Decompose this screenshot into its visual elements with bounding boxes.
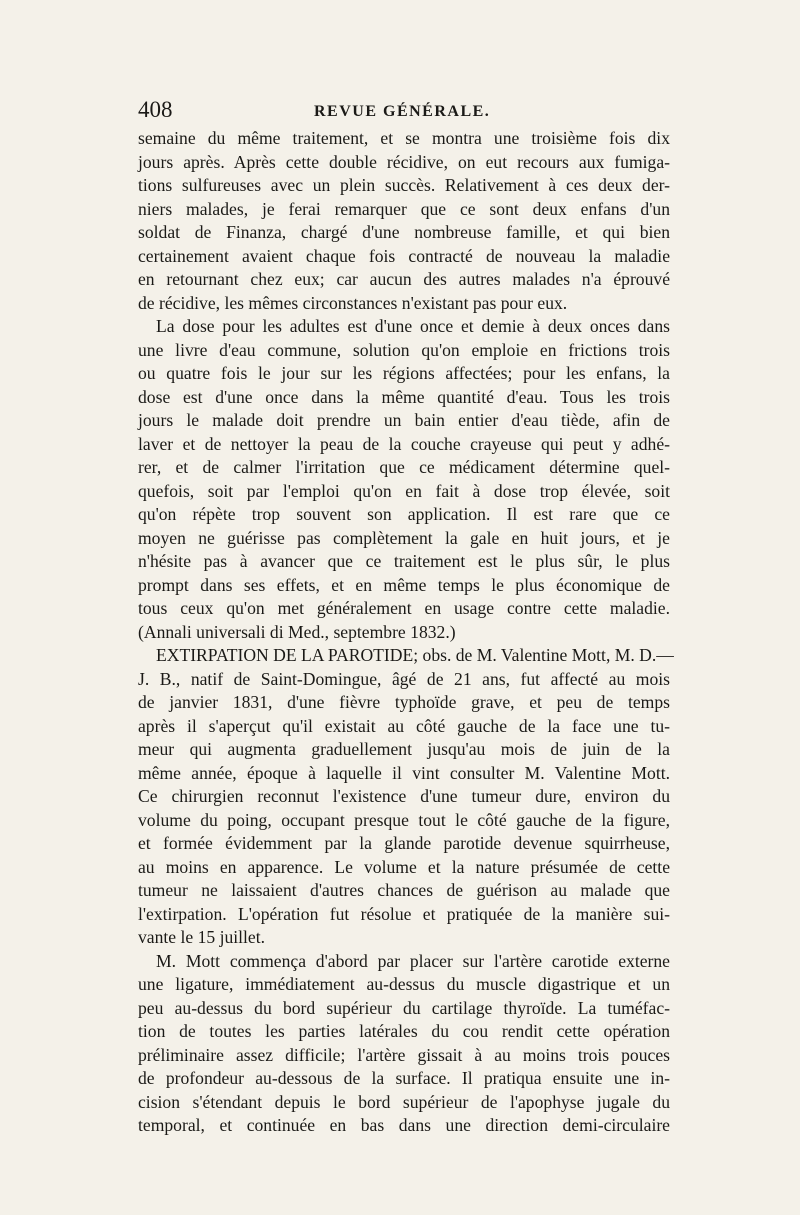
- text-line: meur qui augmenta graduellement jusqu'au mois de juin de la: [138, 739, 670, 759]
- text-line: quefois, soit par l'emploi qu'on en fait à dose trop élevée, soit: [138, 480, 670, 501]
- text-line: une ligature, immédiatement au-dessus du muscle digastrique et un: [138, 974, 670, 994]
- text-line: prompt dans ses effets, et en même temps le plus économique de: [138, 574, 670, 595]
- text-line: dose est d'une once dans la même quantité d'eau. Tous les trois: [138, 386, 670, 407]
- page-header: [138, 96, 672, 126]
- text-line: l'extirpation. L'opération fut résolue et pratiquée de la manière sui-: [138, 903, 670, 924]
- text-line: et formée évidemment par la glande parotide devenue squirrheuse,: [138, 833, 670, 853]
- text-line: M. Mott commença d'abord par placer sur l'artère carotide externe: [156, 950, 670, 971]
- text-line: rer, et de calmer l'irritation que ce médicament détermine quel-: [138, 457, 670, 477]
- body-text: [138, 127, 674, 1138]
- running-head: REVUE GÉNÉRALE.: [314, 103, 491, 120]
- text-line: EXTIRPATION DE LA PAROTIDE; obs. de M. Valentine Mott, M. D.—: [156, 645, 674, 665]
- text-line: Ce chirurgien reconnut l'existence d'une tumeur dure, environ du: [138, 786, 670, 806]
- text-line: tions sulfureuses avec un plein succès. Relativement à ces deux der-: [138, 175, 670, 195]
- text-line: tumeur ne laissaient d'autres chances de guérison au malade que: [138, 880, 670, 900]
- text-line: cision s'étendant depuis le bord supérieur de l'apophyse jugale du: [138, 1091, 670, 1112]
- text-line: de récidive, les mêmes circonstances n'existant pas pour eux.: [138, 292, 568, 313]
- text-line: préliminaire assez difficile; l'artère gissait à au moins trois pouces: [138, 1044, 670, 1065]
- text-line: La dose pour les adultes est d'une once et demie à deux onces dans: [156, 316, 670, 336]
- text-line: une livre d'eau commune, solution qu'on emploie en frictions trois: [138, 339, 670, 360]
- text-line: même année, époque à laquelle il vint consulter M. Valentine Mott.: [138, 762, 670, 783]
- text-line: après il s'aperçut qu'il existait au côté gauche de la face une tu-: [138, 715, 670, 736]
- text-line: tous ceux qu'on met généralement en usage contre cette maladie.: [138, 598, 670, 618]
- text-line: n'hésite pas à avancer que ce traitement est le plus sûr, le plus: [138, 551, 670, 571]
- text-line: en retournant chez eux; car aucun des autres malades n'a éprouvé: [138, 269, 670, 289]
- text-line: tion de toutes les parties latérales du cou rendit cette opération: [138, 1021, 670, 1041]
- text-line: ou quatre fois le jour sur les régions affectées; pour les enfans, la: [138, 363, 670, 383]
- text-line: volume du poing, occupant presque tout le côté gauche de la figure,: [138, 809, 670, 830]
- text-line: de profondeur au-dessous de la surface. Il pratiqua ensuite une in-: [138, 1068, 670, 1088]
- text-line: de janvier 1831, d'une fièvre typhoïde grave, et peu de temps: [138, 692, 670, 712]
- text-line: soldat de Finanza, chargé d'une nombreuse famille, et qui bien: [138, 222, 670, 242]
- text-line: laver et de nettoyer la peau de la couche crayeuse qui peut y adhé-: [138, 433, 670, 454]
- text-line: au moins en apparence. Le volume et la nature présumée de cette: [138, 856, 670, 877]
- text-line: semaine du même traitement, et se montra une troisième fois dix: [138, 128, 670, 148]
- text-line: jours le malade doit prendre un bain entier d'eau tiède, afin de: [138, 410, 670, 430]
- text-line: vante le 15 juillet.: [138, 927, 266, 947]
- page-number: 408: [138, 97, 173, 122]
- text-line: qu'on répète trop souvent son application. Il est rare que ce: [138, 504, 670, 524]
- text-line: moyen ne guérisse pas complètement la gale en huit jours, et je: [138, 527, 670, 548]
- text-line: peu au-dessus du bord supérieur du cartilage thyroïde. La tuméfac-: [138, 997, 670, 1018]
- text-line: J. B., natif de Saint-Domingue, âgé de 21 ans, fut affecté au mois: [138, 668, 670, 689]
- text-line: certainement avaient chaque fois contracté de nouveau la maladie: [138, 245, 670, 266]
- text-line: temporal, et continuée en bas dans une direction demi-circulaire: [138, 1115, 670, 1135]
- text-line: niers malades, je ferai remarquer que ce sont deux enfans d'un: [138, 198, 670, 219]
- text-line: (Annali universali di Med., septembre 1832.): [138, 621, 456, 642]
- text-line: jours après. Après cette double récidive, on eut recours aux fumiga-: [138, 151, 670, 172]
